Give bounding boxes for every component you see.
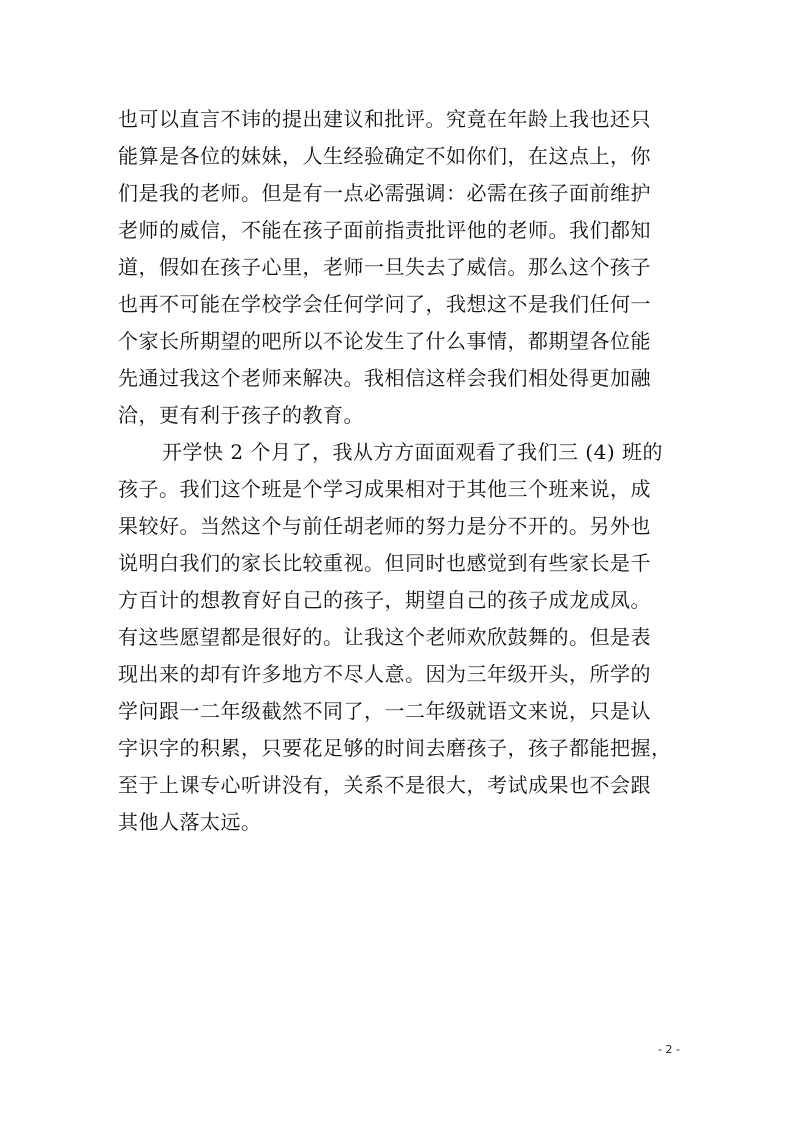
text-line: 孩子。我们这个班是个学习成果相对于其他三个班来说，成 (118, 477, 651, 501)
text-line: 们是我的老师。但是有一点必需强调：必需在孩子面前维护 (118, 181, 651, 205)
text-line: 个家长所期望的吧所以不论发生了什么事情，都期望各位能 (118, 329, 651, 353)
text-line: 有这些愿望都是很好的。让我这个老师欢欣鼓舞的。但是表 (118, 625, 651, 649)
text-line: 也再不可能在学校学会任何学问了，我想这不是我们任何一 (118, 292, 651, 316)
paragraph-first-line: 开学快 2 个月了，我从方方面面观看了我们三 (4) 班的 (162, 440, 663, 464)
text-line: 先通过我这个老师来解决。我相信这样会我们相处得更加融 (118, 366, 651, 390)
page-number: - 2 - (658, 1043, 680, 1056)
text-line: 方百计的想教育好自己的孩子，期望自己的孩子成龙成凤。 (118, 588, 651, 612)
text-line: 学问跟一二年级截然不同了，一二年级就语文来说，只是认 (118, 699, 651, 723)
body-text (118, 101, 678, 841)
text-line: 能算是各位的妹妹，人生经验确定不如你们，在这点上，你 (118, 144, 651, 168)
text-line: 字识字的积累，只要花足够的时间去磨孩子，孩子都能把握， (118, 736, 672, 760)
text-line: 洽，更有利于孩子的教育。 (118, 403, 364, 427)
text-line: 老师的威信，不能在孩子面前指责批评他的老师。我们都知 (118, 218, 651, 242)
text-line: 说明白我们的家长比较重视。但同时也感觉到有些家长是千 (118, 551, 651, 575)
text-line: 现出来的却有许多地方不尽人意。因为三年级开头，所学的 (118, 662, 651, 686)
text-line: 道，假如在孩子心里，老师一旦失去了威信。那么这个孩子 (118, 255, 651, 279)
text-line: 至于上课专心听讲没有，关系不是很大，考试成果也不会跟 (118, 773, 651, 797)
text-line: 果较好。当然这个与前任胡老师的努力是分不开的。另外也 (118, 514, 651, 538)
text-line: 也可以直言不讳的提出建议和批评。究竟在年龄上我也还只 (118, 107, 651, 131)
text-line: 其他人落太远。 (118, 810, 262, 834)
